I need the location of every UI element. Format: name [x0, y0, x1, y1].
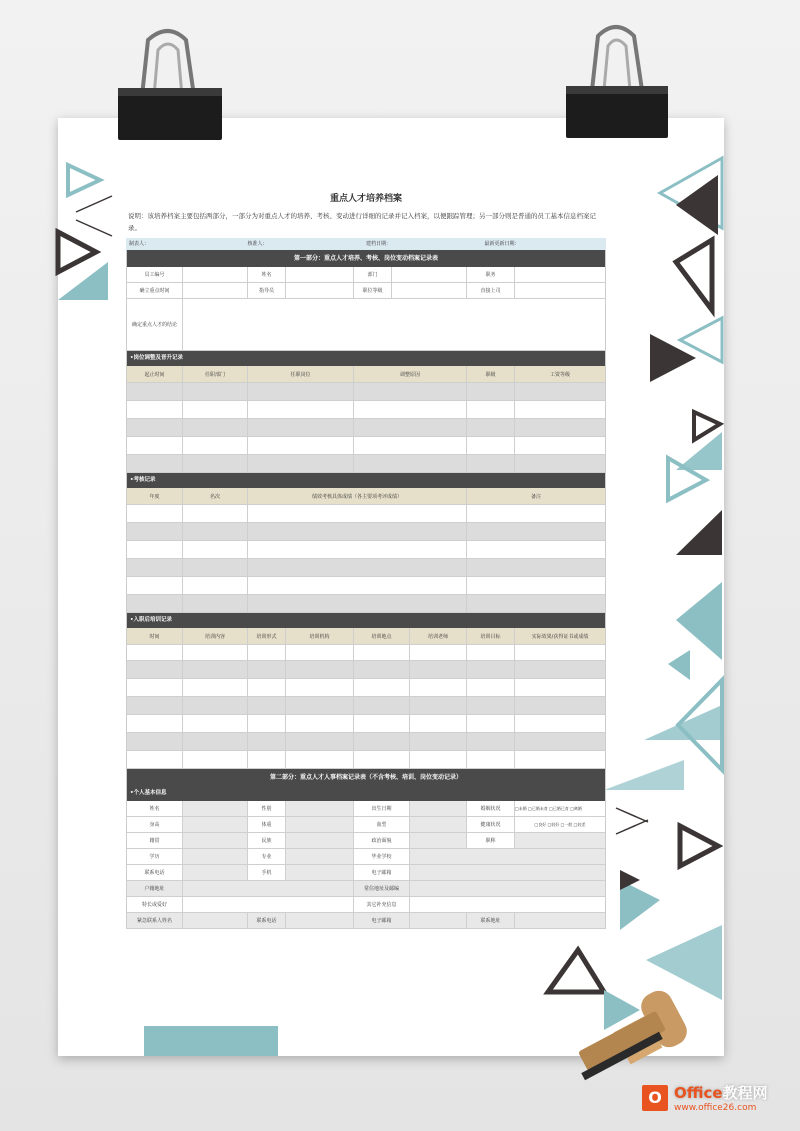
info-value[interactable] — [286, 267, 354, 283]
column-header: 实际效果/获得证书或成绩 — [515, 628, 605, 645]
column-header: 年度 — [127, 488, 183, 505]
table-cell[interactable] — [354, 733, 410, 751]
field-value[interactable] — [286, 865, 354, 881]
table-cell[interactable] — [248, 697, 286, 715]
table-cell[interactable] — [183, 419, 248, 437]
table-cell[interactable] — [515, 751, 605, 769]
emergency-phone-label: 联系电话 — [248, 913, 286, 929]
grade-label: 职位等级 — [354, 283, 392, 299]
personal-info-row — [127, 817, 605, 833]
table-cell[interactable] — [127, 595, 183, 613]
employee-id-label: 员工编号 — [127, 267, 183, 283]
field-value[interactable] — [410, 801, 467, 817]
column-header: 培训机构 — [286, 628, 354, 645]
table-cell[interactable] — [183, 645, 248, 661]
table-cell[interactable] — [515, 697, 605, 715]
table-row — [127, 715, 605, 733]
created-label: 建档日期： — [366, 241, 392, 247]
column-header: 培训地点 — [354, 628, 410, 645]
position-label: 职务 — [467, 267, 515, 283]
table-cell[interactable] — [127, 715, 183, 733]
table-cell[interactable] — [183, 679, 248, 697]
table-cell[interactable] — [127, 505, 183, 523]
table-cell[interactable] — [183, 661, 248, 679]
table-cell[interactable] — [286, 697, 354, 715]
table-cell[interactable] — [467, 419, 515, 437]
table-cell[interactable] — [467, 437, 515, 455]
table-cell[interactable] — [127, 419, 183, 437]
field-label: 联系电话 — [127, 865, 183, 881]
emergency-address-label: 联系地址 — [467, 913, 515, 929]
table-cell[interactable] — [354, 419, 467, 437]
table-cell[interactable] — [515, 437, 605, 455]
table-cell[interactable] — [248, 645, 286, 661]
table-cell[interactable] — [127, 383, 183, 401]
table-cell[interactable] — [467, 733, 515, 751]
logo-url: www.office26.com — [674, 1103, 757, 1113]
field-value[interactable] — [286, 817, 354, 833]
part1-title: 第一部分：重点人才培养、考核、岗位变动档案记录表 — [127, 250, 605, 267]
other-info-label: 其它补充信息 — [354, 897, 410, 913]
table-row — [127, 733, 605, 751]
info-row — [127, 267, 605, 283]
field-value[interactable] — [183, 833, 248, 849]
logo-brand-suffix: 教程网 — [722, 1084, 768, 1102]
table-cell[interactable] — [248, 455, 354, 473]
field-value[interactable] — [410, 881, 605, 897]
column-header: 调整原因 — [354, 366, 467, 383]
table-row — [127, 455, 605, 473]
field-value[interactable] — [286, 801, 354, 817]
field-value[interactable] — [410, 849, 605, 865]
emergency-contact-label: 紧急联系人姓名 — [127, 913, 183, 929]
training-section-title: •入职后培训记录 — [127, 613, 605, 628]
field-value[interactable] — [183, 801, 248, 817]
table-cell[interactable] — [127, 645, 183, 661]
table-cell[interactable] — [515, 455, 605, 473]
table-cell[interactable] — [286, 751, 354, 769]
table-cell[interactable] — [286, 661, 354, 679]
table-row — [127, 697, 605, 715]
field-value[interactable] — [183, 849, 248, 865]
personal-info-row — [127, 913, 605, 929]
position-header-row — [127, 366, 605, 383]
table-cell[interactable] — [467, 455, 515, 473]
table-cell[interactable] — [515, 419, 605, 437]
table-cell[interactable] — [467, 645, 515, 661]
column-header: 名次 — [183, 488, 248, 505]
table-cell[interactable] — [248, 437, 354, 455]
table-cell[interactable] — [183, 715, 248, 733]
field-label: 性别 — [248, 801, 286, 817]
table-cell[interactable] — [248, 383, 354, 401]
site-logo — [642, 1082, 768, 1113]
table-cell[interactable] — [248, 733, 286, 751]
table-cell[interactable] — [515, 715, 605, 733]
table-cell[interactable] — [515, 645, 605, 661]
mentor-label: 指导员 — [248, 283, 286, 299]
table-row — [127, 401, 605, 419]
personal-info-row — [127, 881, 605, 897]
column-header: 时间 — [127, 628, 183, 645]
column-header: 培训老师 — [410, 628, 467, 645]
table-row — [127, 751, 605, 769]
table-cell[interactable] — [467, 751, 515, 769]
field-value[interactable] — [515, 833, 605, 849]
column-header: 任职部门 — [183, 366, 248, 383]
table-cell[interactable] — [354, 751, 410, 769]
table-cell[interactable] — [183, 559, 248, 577]
column-header: 任职岗位 — [248, 366, 354, 383]
personal-info-row — [127, 833, 605, 849]
table-cell[interactable] — [467, 505, 605, 523]
personal-info-row — [127, 849, 605, 865]
table-cell[interactable] — [127, 401, 183, 419]
table-cell[interactable] — [515, 383, 605, 401]
table-cell[interactable] — [410, 661, 467, 679]
info-value[interactable] — [286, 283, 354, 299]
table-cell[interactable] — [248, 751, 286, 769]
table-cell[interactable] — [127, 541, 183, 559]
field-label: 职称 — [467, 833, 515, 849]
table-cell[interactable] — [354, 715, 410, 733]
table-cell[interactable] — [467, 697, 515, 715]
field-value[interactable] — [410, 897, 605, 913]
table-cell[interactable] — [183, 437, 248, 455]
table-row — [127, 595, 605, 613]
emergency-email-label: 电子邮箱 — [354, 913, 410, 929]
table-cell[interactable] — [127, 523, 183, 541]
field-label: 籍贯 — [127, 833, 183, 849]
table-cell[interactable] — [467, 541, 605, 559]
department-label: 部门 — [354, 267, 392, 283]
info-value[interactable] — [515, 267, 605, 283]
field-value[interactable] — [183, 865, 248, 881]
column-header: 培训内容 — [183, 628, 248, 645]
marital-status-options[interactable]: □未婚 □已婚未育 □已婚已育 □离婚 — [515, 801, 605, 817]
table-cell[interactable] — [467, 383, 515, 401]
table-cell[interactable] — [183, 577, 248, 595]
field-value[interactable] — [410, 817, 467, 833]
table-cell[interactable] — [410, 733, 467, 751]
table-cell[interactable] — [127, 577, 183, 595]
info-value[interactable] — [183, 283, 248, 299]
field-value[interactable] — [183, 897, 354, 913]
table-cell[interactable] — [248, 595, 467, 613]
assessment-header-row — [127, 488, 605, 505]
conclusion-label: 确定重点人才的结论 — [127, 299, 183, 351]
table-row — [127, 523, 605, 541]
column-header: 起止时间 — [127, 366, 183, 383]
field-label: 身高 — [127, 817, 183, 833]
table-cell[interactable] — [248, 401, 354, 419]
table-cell[interactable] — [354, 679, 410, 697]
table-row — [127, 679, 605, 697]
basic-info-section-title: •个人基本信息 — [127, 786, 605, 801]
table-cell[interactable] — [467, 523, 605, 541]
table-cell[interactable] — [127, 751, 183, 769]
table-cell[interactable] — [248, 559, 467, 577]
table-cell[interactable] — [515, 661, 605, 679]
table-cell[interactable] — [467, 559, 605, 577]
column-header: 职级 — [467, 366, 515, 383]
reviewer-label: 核准人： — [247, 241, 268, 247]
field-label: 政治面貌 — [354, 833, 410, 849]
table-cell[interactable] — [183, 733, 248, 751]
table-cell[interactable] — [183, 697, 248, 715]
table-row — [127, 577, 605, 595]
table-cell[interactable] — [467, 595, 605, 613]
table-cell[interactable] — [515, 733, 605, 751]
column-header: 培训目标 — [467, 628, 515, 645]
field-value[interactable] — [515, 913, 605, 929]
field-label: 出生日期 — [354, 801, 410, 817]
updated-label: 最新更新日期： — [484, 241, 520, 247]
logo-brand-prefix: Office — [674, 1084, 723, 1102]
table-cell[interactable] — [127, 455, 183, 473]
table-cell[interactable] — [127, 437, 183, 455]
table-cell[interactable] — [286, 679, 354, 697]
table-cell[interactable] — [286, 715, 354, 733]
supervisor-label: 直接上司 — [467, 283, 515, 299]
field-value[interactable] — [286, 913, 354, 929]
field-value[interactable] — [183, 881, 354, 897]
current-address-label: 常住地址及邮编 — [354, 881, 410, 897]
field-value[interactable] — [410, 913, 467, 929]
table-cell[interactable] — [248, 541, 467, 559]
field-value[interactable] — [410, 865, 605, 881]
document-title: 重点人才培养档案 — [329, 194, 402, 204]
table-cell[interactable] — [410, 697, 467, 715]
table-cell[interactable] — [127, 661, 183, 679]
info-value[interactable] — [392, 267, 467, 283]
table-cell[interactable] — [248, 523, 467, 541]
teal-block — [144, 1026, 278, 1056]
part2-title: 第二部分：重点人才人事档案记录表（不含考核、培训、岗位变动记录） — [127, 769, 605, 786]
field-label: 体重 — [248, 817, 286, 833]
assessment-section-title: •考核记录 — [127, 473, 605, 488]
meta-bar — [126, 238, 606, 250]
table-row — [127, 541, 605, 559]
table-cell[interactable] — [127, 559, 183, 577]
field-label: 民族 — [248, 833, 286, 849]
personal-info-row — [127, 897, 605, 913]
table-cell[interactable] — [515, 401, 605, 419]
field-value[interactable] — [286, 849, 354, 865]
table-cell[interactable] — [467, 715, 515, 733]
table-row — [127, 383, 605, 401]
table-cell[interactable] — [183, 523, 248, 541]
field-value[interactable] — [183, 913, 248, 929]
info-row — [127, 283, 605, 299]
table-cell[interactable] — [354, 455, 467, 473]
field-value[interactable] — [410, 833, 467, 849]
table-cell[interactable] — [467, 401, 515, 419]
training-header-row — [127, 628, 605, 645]
focus-date-label: 确立重点时间 — [127, 283, 183, 299]
document — [126, 190, 606, 929]
field-value[interactable] — [286, 833, 354, 849]
table-row — [127, 661, 605, 679]
table-cell[interactable] — [248, 679, 286, 697]
table-cell[interactable] — [248, 505, 467, 523]
table-cell[interactable] — [248, 715, 286, 733]
info-value[interactable] — [515, 283, 605, 299]
table-cell[interactable] — [467, 679, 515, 697]
field-label: 健康状况 — [467, 817, 515, 833]
table-row — [127, 437, 605, 455]
table-cell[interactable] — [183, 595, 248, 613]
personal-info-row — [127, 801, 605, 817]
table-cell[interactable] — [183, 455, 248, 473]
table-cell[interactable] — [248, 577, 467, 595]
table-cell[interactable] — [127, 733, 183, 751]
table-row — [127, 419, 605, 437]
table-cell[interactable] — [410, 645, 467, 661]
column-header: 绩效考核具体成绩（各主要项考评成绩） — [248, 488, 467, 505]
info-value[interactable] — [183, 267, 248, 283]
table-cell[interactable] — [410, 751, 467, 769]
table-row — [127, 559, 605, 577]
field-label: 婚姻状况 — [467, 801, 515, 817]
table-cell[interactable] — [467, 577, 605, 595]
field-label: 手机 — [248, 865, 286, 881]
info-value[interactable] — [392, 283, 467, 299]
table-cell[interactable] — [410, 679, 467, 697]
table-cell[interactable] — [183, 383, 248, 401]
maker-label: 制表人： — [129, 241, 150, 247]
table-cell[interactable] — [183, 751, 248, 769]
table-row — [127, 645, 605, 661]
document-description: 说明：该培养档案主要包括两部分，一部分为对重点人才的培养、考核、变动进行详细的记录并记入档案，以便跟踪管理；另一部分则是普通的员工基本信息档案记录。 — [128, 212, 596, 232]
personal-info-row — [127, 865, 605, 881]
table-cell[interactable] — [354, 697, 410, 715]
conclusion-value[interactable] — [183, 299, 605, 351]
field-label: 电子邮箱 — [354, 865, 410, 881]
field-label: 血型 — [354, 817, 410, 833]
table-cell[interactable] — [515, 679, 605, 697]
table-cell[interactable] — [354, 645, 410, 661]
field-value[interactable] — [183, 817, 248, 833]
table-cell[interactable] — [183, 401, 248, 419]
name-label: 姓名 — [248, 267, 286, 283]
field-label: 姓名 — [127, 801, 183, 817]
specialty-label: 特长或爱好 — [127, 897, 183, 913]
office-logo-icon: O — [642, 1085, 668, 1111]
column-header: 培训形式 — [248, 628, 286, 645]
table-cell[interactable] — [354, 383, 467, 401]
table-cell[interactable] — [286, 645, 354, 661]
health-status-options[interactable]: □良好 □较好 □一般 □较差 — [515, 817, 605, 833]
field-label: 学历 — [127, 849, 183, 865]
field-label: 专业 — [248, 849, 286, 865]
column-header: 工资等级 — [515, 366, 605, 383]
table-cell[interactable] — [183, 541, 248, 559]
table-cell[interactable] — [410, 715, 467, 733]
household-label: 户籍地址 — [127, 881, 183, 897]
table-cell[interactable] — [248, 661, 286, 679]
table-row — [127, 505, 605, 523]
table-cell[interactable] — [354, 437, 467, 455]
table-cell[interactable] — [127, 679, 183, 697]
table-cell[interactable] — [354, 661, 410, 679]
spreadsheet — [126, 250, 606, 929]
table-cell[interactable] — [467, 661, 515, 679]
conclusion-row — [127, 299, 605, 351]
table-cell[interactable] — [248, 419, 354, 437]
table-cell[interactable] — [354, 401, 467, 419]
table-cell[interactable] — [127, 697, 183, 715]
field-label: 毕业学校 — [354, 849, 410, 865]
table-cell[interactable] — [286, 733, 354, 751]
position-section-title: •岗位调整及晋升记录 — [127, 351, 605, 366]
column-header: 备注 — [467, 488, 605, 505]
table-cell[interactable] — [183, 505, 248, 523]
